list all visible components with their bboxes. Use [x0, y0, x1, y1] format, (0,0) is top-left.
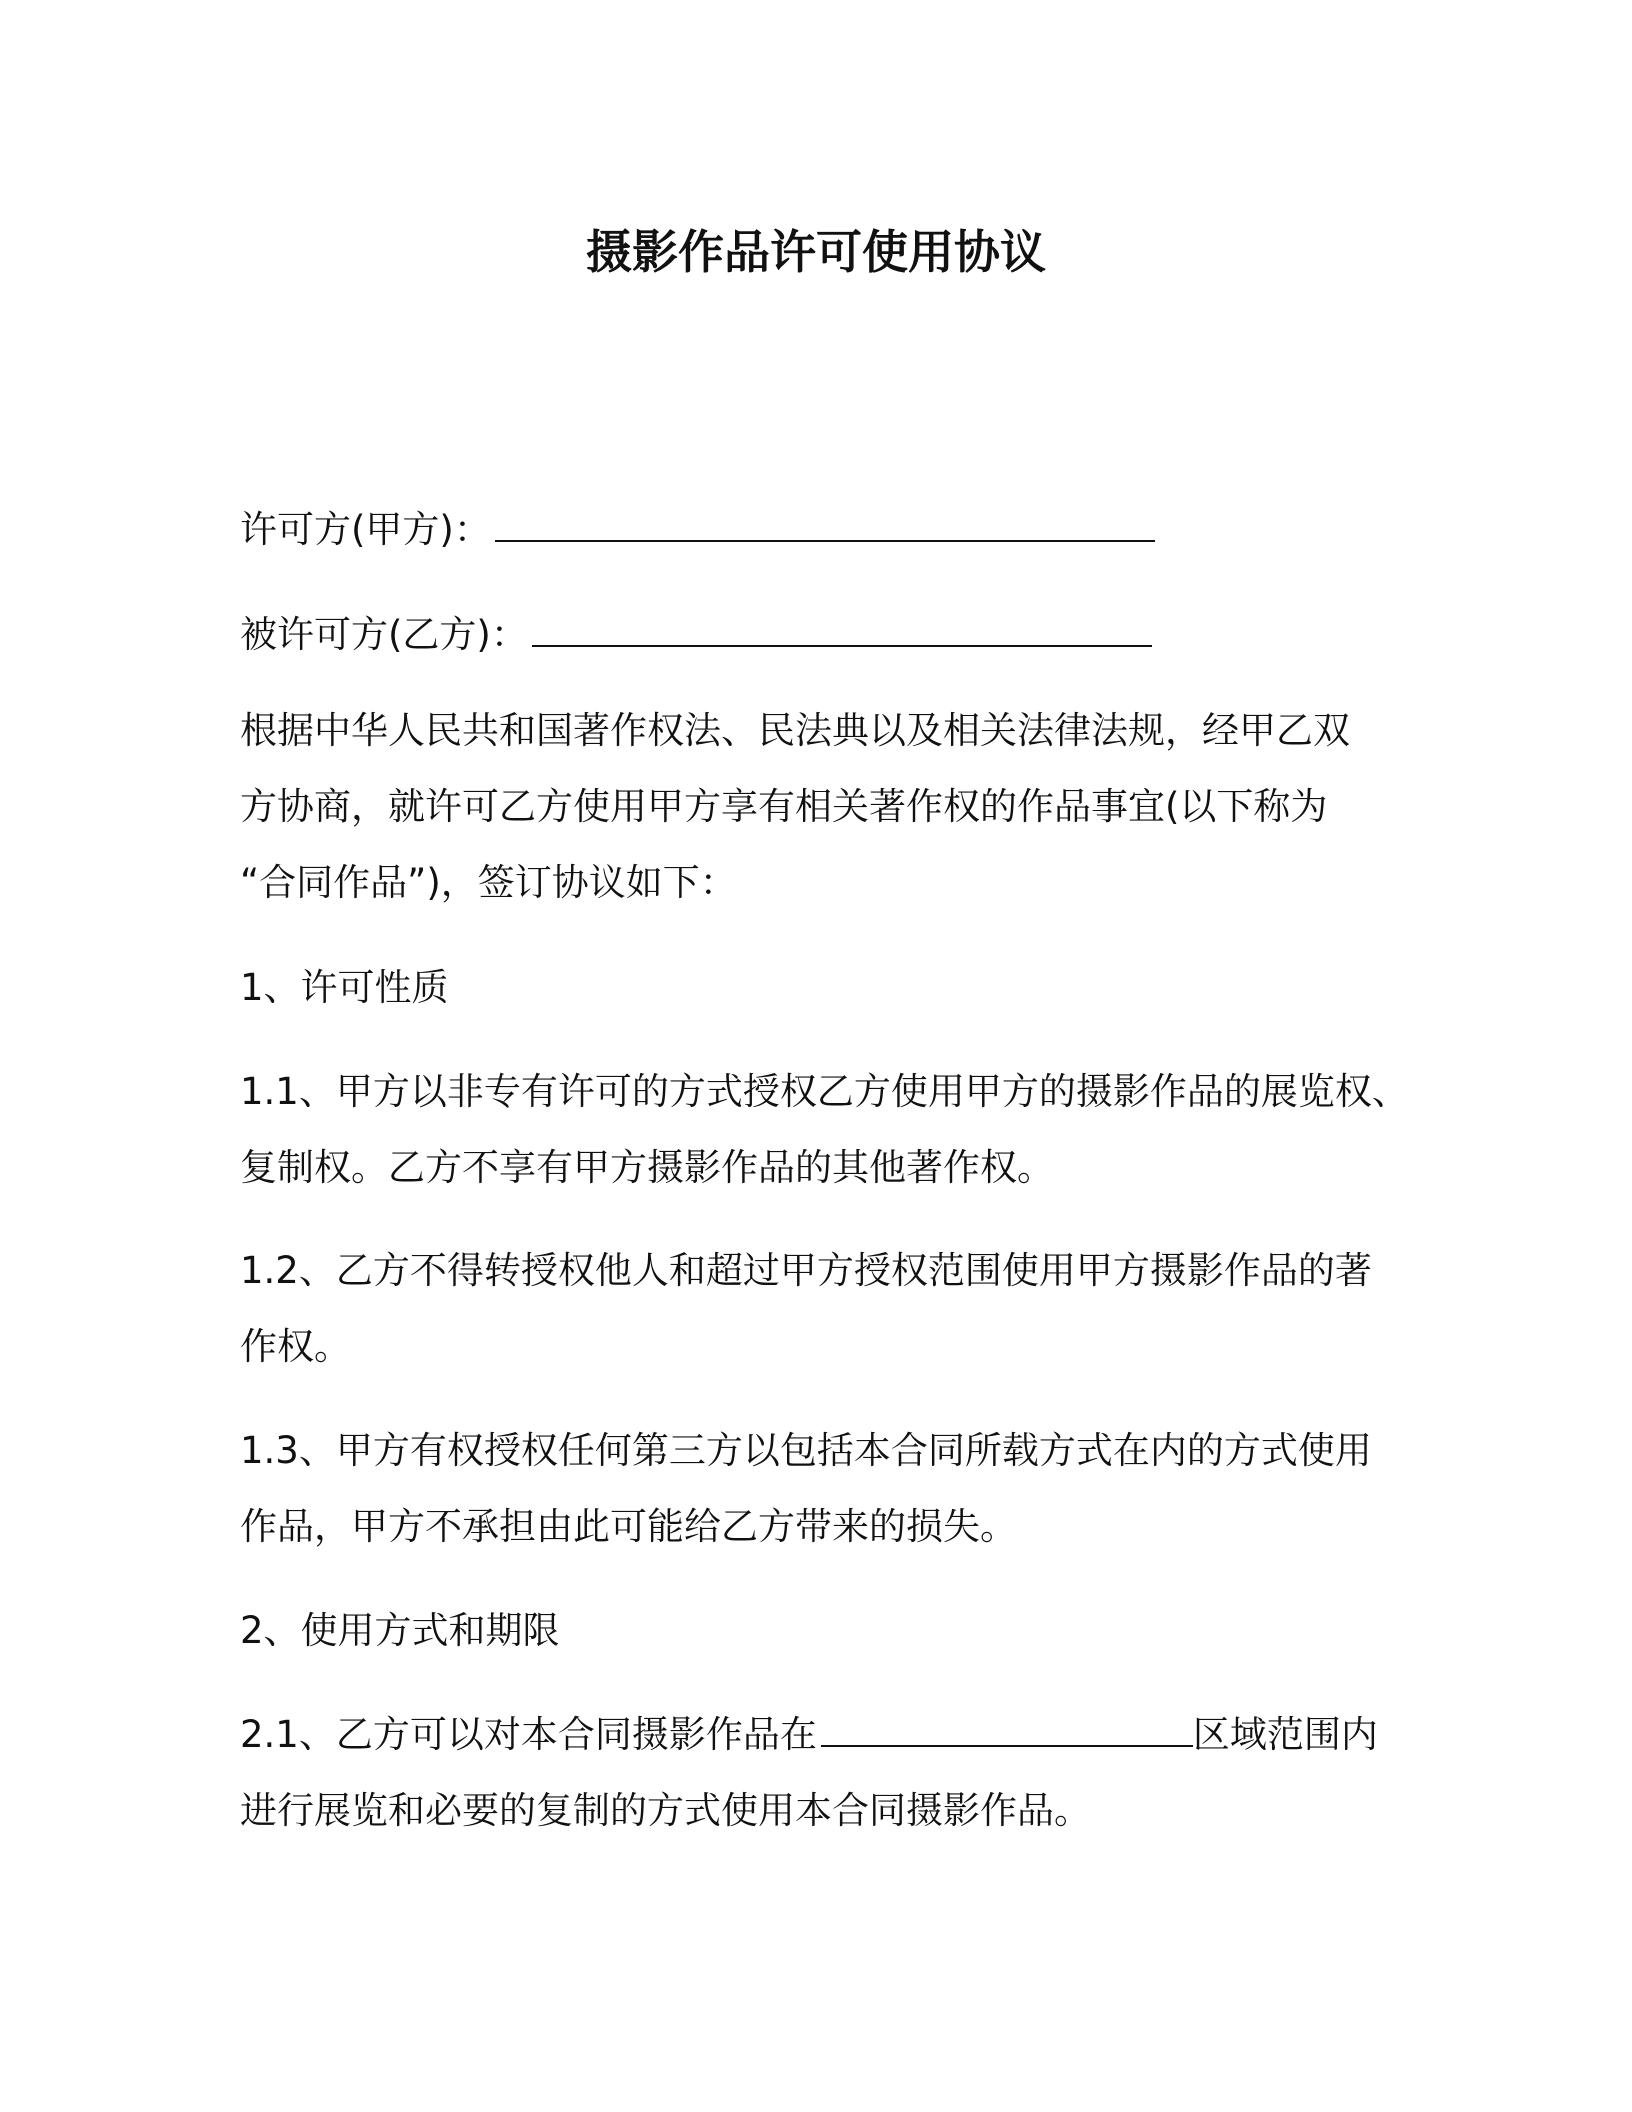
- intro-line-3: “合同作品”)，签订协议如下：: [240, 861, 737, 904]
- clause-1-2-line-1: 1.2、乙方不得转授权他人和超过甲方授权范围使用甲方摄影作品的著: [240, 1249, 1372, 1292]
- clause-2-1-text-after: 区域范围内: [1192, 1713, 1378, 1756]
- party-a-blank[interactable]: [495, 506, 1155, 542]
- clause-2-1-line-1: [240, 1710, 1378, 1760]
- clause-1-3-line-2: 作品，甲方不承担由此可能给乙方带来的损失。: [240, 1505, 1017, 1548]
- party-b-label: 被许可方(乙方)：: [240, 613, 528, 656]
- party-b-blank[interactable]: [532, 611, 1152, 647]
- clause-2-1-line-2: 进行展览和必要的复制的方式使用本合同摄影作品。: [240, 1789, 1091, 1832]
- section-2-heading: 2、使用方式和期限: [240, 1609, 560, 1652]
- clause-1-3-line-1: 1.3、甲方有权授权任何第三方以包括本合同所载方式在内的方式使用: [240, 1429, 1372, 1472]
- clause-2-1-text-before: 2.1、乙方可以对本合同摄影作品在: [240, 1713, 817, 1756]
- region-blank[interactable]: [821, 1711, 1193, 1747]
- clause-1-2-line-2: 作权。: [240, 1325, 351, 1368]
- clause-1-1-line-1: 1.1、甲方以非专有许可的方式授权乙方使用甲方的摄影作品的展览权、: [240, 1070, 1409, 1113]
- party-a-label: 许可方(甲方)：: [240, 508, 491, 551]
- clause-1-1-line-2: 复制权。乙方不享有甲方摄影作品的其他著作权。: [240, 1146, 1054, 1189]
- document-title: 摄影作品许可使用协议: [586, 225, 1046, 279]
- intro-line-1: 根据中华人民共和国著作权法、民法典以及相关法律法规，经甲乙双: [240, 709, 1350, 752]
- party-a-line: [240, 505, 1155, 555]
- party-b-line: [240, 610, 1152, 660]
- section-1-heading: 1、许可性质: [240, 966, 449, 1009]
- intro-line-2: 方协商，就许可乙方使用甲方享有相关著作权的作品事宜(以下称为: [240, 785, 1328, 828]
